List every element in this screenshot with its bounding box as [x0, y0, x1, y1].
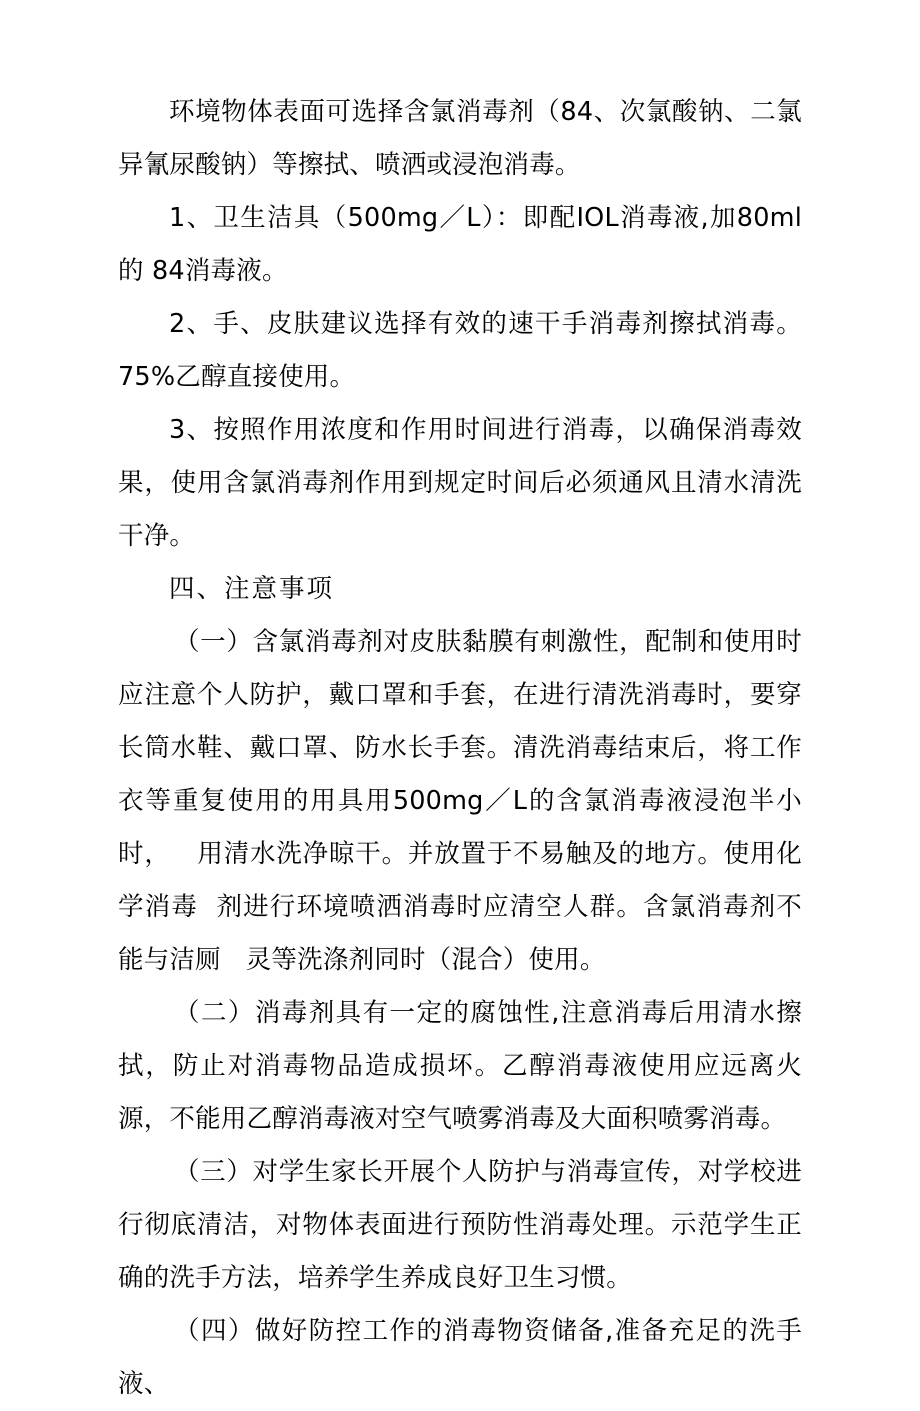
paragraph-item-2: 2、手、皮肤建议选择有效的速干手消毒剂擦拭消毒。 75%乙醇直接使用。 — [118, 309, 819, 392]
section-heading-four: 四、注意事项 — [169, 574, 335, 604]
paragraph-surface-disinfectant: 环境物体表面可选择含氯消毒剂（84、次氯酸钠、二氯 异氰尿酸钠）等擦拭、喷洒或浸泡消毒。 — [118, 97, 819, 180]
paragraph-item-3: 3、按照作用浓度和作用时间进行消毒，以确保消毒效 果，使用含氯消毒剂作用到规定时间后必须通风且清水清洗 干净。 — [118, 415, 827, 551]
paragraph-note-1: （一）含氯消毒剂对皮肤黏膜有刺激性，配制和使用时 应注意个人防护，戴口罩和手套，在进行清洗消毒时，要穿 长筒水鞋、戴口罩、防水长手套。清洗消毒结束后，将工作 衣等重复使用的用具用500mg／L的含氯消毒液浸泡半小时， 用清水洗净晾干。并放置于不易触及的地方。使用化学消毒 剂进行环境喷洒消毒时应清空人群。含氯消毒剂不能与洁厕 灵等洗涤剂同时（混合）使用。 — [118, 627, 827, 975]
paragraph-note-3: （三）对学生家长开展个人防护与消毒宣传，对学校进 行彻底清洁，对物体表面进行预防性消毒处理。示范学生正 确的洗手方法，培养学生养成良好卫生习惯。 — [118, 1157, 827, 1293]
paragraph-item-1: 1、卫生洁具（500mg／L）：即配IOL消毒液,加80ml的 84消毒液。 — [118, 203, 802, 286]
document-body — [118, 86, 827, 1411]
paragraph-note-4: （四）做好防控工作的消毒物资储备,准备充足的洗手 液、 — [118, 1316, 819, 1399]
paragraph-note-2: （二）消毒剂具有一定的腐蚀性,注意消毒后用清水擦 拭，防止对消毒物品造成损坏。乙醇消毒液使用应远离火源，不能用乙醇消毒液对空气喷雾消毒及大面积喷雾消毒。 — [118, 998, 811, 1134]
